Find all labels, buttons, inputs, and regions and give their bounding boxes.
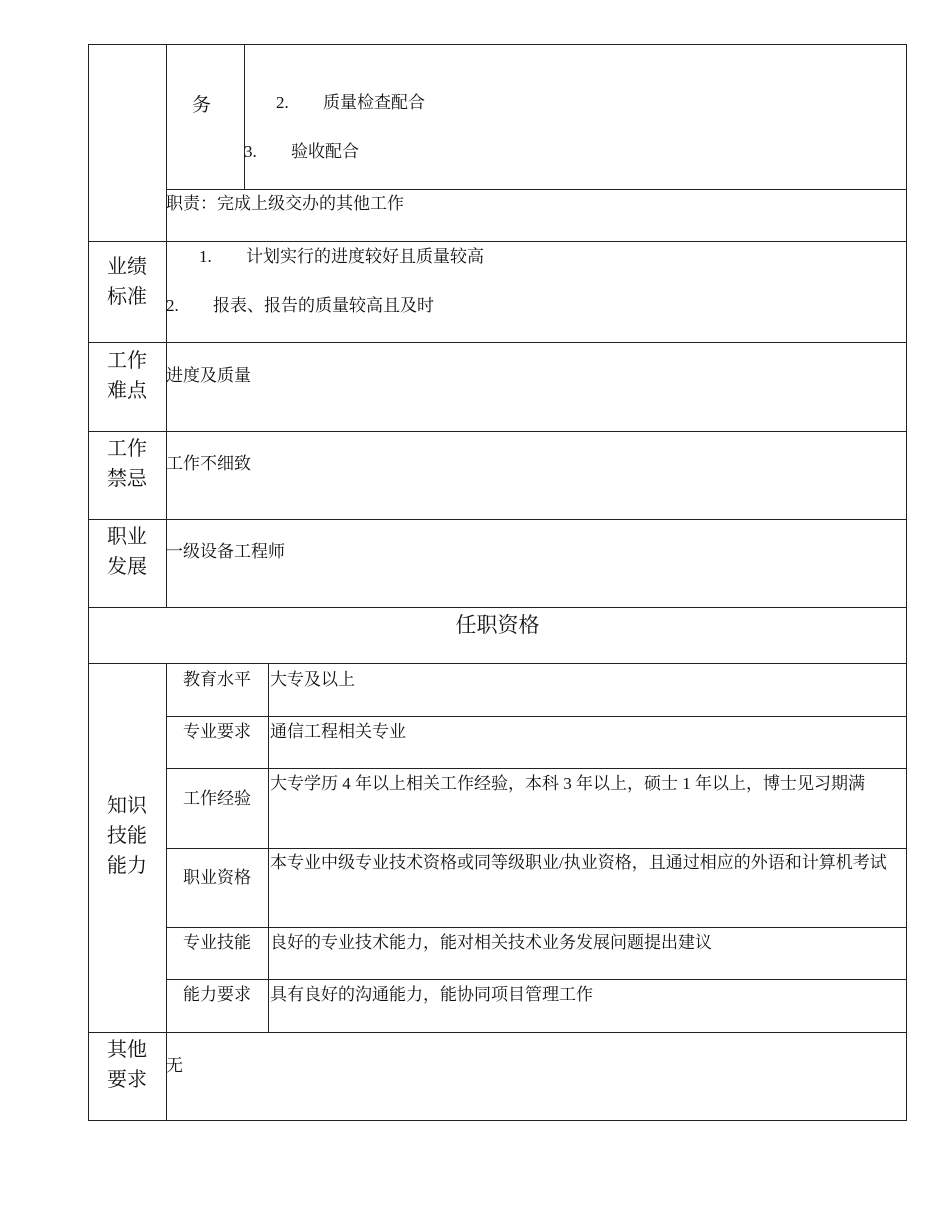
performance-item-1: [199, 247, 484, 267]
knowledge-row-label: 职业资格: [183, 868, 251, 887]
knowledge-row-value: 大专学历 4 年以上相关工作经验，本科 3 年以上，硕士 1 年以上，博士见习期满: [270, 774, 865, 793]
knowledge-row-label: 专业要求: [183, 722, 251, 741]
difficulty-label: [88, 346, 166, 406]
knowledge-row-value: 良好的专业技术能力，能对相关技术业务发展问题提出建议: [270, 933, 712, 952]
other-label-line2: 要求: [107, 1069, 147, 1091]
taboo-label-line2: 禁忌: [107, 468, 147, 490]
performance-item-2-text: 报表、报告的质量较高且及时: [213, 296, 434, 315]
performance-item-1-text: 计划实行的进度较好且质量较高: [246, 247, 484, 266]
performance-item-2-num: 2.: [166, 296, 179, 315]
knowledge-row-value: 通信工程相关专业: [270, 722, 406, 741]
knowledge-row-label: 教育水平: [183, 670, 251, 689]
difficulty-label-line1: 工作: [107, 350, 147, 372]
duty-item-2-text: 质量检查配合: [323, 93, 425, 112]
performance-label-line1: 业绩: [107, 256, 147, 278]
taboo-value: 工作不细致: [166, 454, 251, 473]
duty-item-2-num: 2.: [276, 93, 289, 112]
knowledge-label-line3: 能力: [107, 855, 147, 877]
career-value: 一级设备工程师: [166, 542, 285, 561]
duties-extra: 职责：完成上级交办的其他工作: [166, 194, 404, 213]
other-label-line1: 其他: [107, 1039, 147, 1061]
taboo-label-line1: 工作: [107, 438, 147, 460]
performance-item-2: [166, 296, 434, 316]
career-label-line2: 发展: [107, 556, 147, 578]
duty-item-2: [276, 93, 425, 113]
duty-item-3-text: 验收配合: [291, 142, 359, 161]
knowledge-label-line2: 技能: [107, 825, 147, 847]
knowledge-row-value: 本专业中级专业技术资格或同等级职业/执业资格，且通过相应的外语和计算机考试: [270, 853, 887, 872]
duties-side-label: 务: [192, 95, 212, 116]
knowledge-row-value: 大专及以上: [270, 670, 355, 689]
taboo-label: [88, 434, 166, 494]
career-label-line1: 职业: [107, 526, 147, 548]
performance-item-1-num: 1.: [199, 247, 212, 266]
duty-item-3-num: 3.: [244, 142, 257, 161]
other-label: [88, 1035, 166, 1095]
performance-label: [88, 252, 166, 312]
career-label: [88, 522, 166, 582]
knowledge-row-value: 具有良好的沟通能力，能协同项目管理工作: [270, 985, 593, 1004]
knowledge-row-label: 能力要求: [183, 985, 251, 1004]
knowledge-label: [88, 791, 166, 881]
knowledge-row-label: 工作经验: [183, 789, 251, 808]
qualification-title: 任职资格: [455, 613, 540, 637]
other-value: 无: [166, 1056, 183, 1075]
difficulty-value: 进度及质量: [166, 366, 251, 385]
performance-label-line2: 标准: [107, 286, 147, 308]
difficulty-label-line2: 难点: [107, 380, 147, 402]
knowledge-row-label: 专业技能: [183, 933, 251, 952]
knowledge-label-line1: 知识: [107, 795, 147, 817]
duty-item-3: [244, 142, 359, 162]
